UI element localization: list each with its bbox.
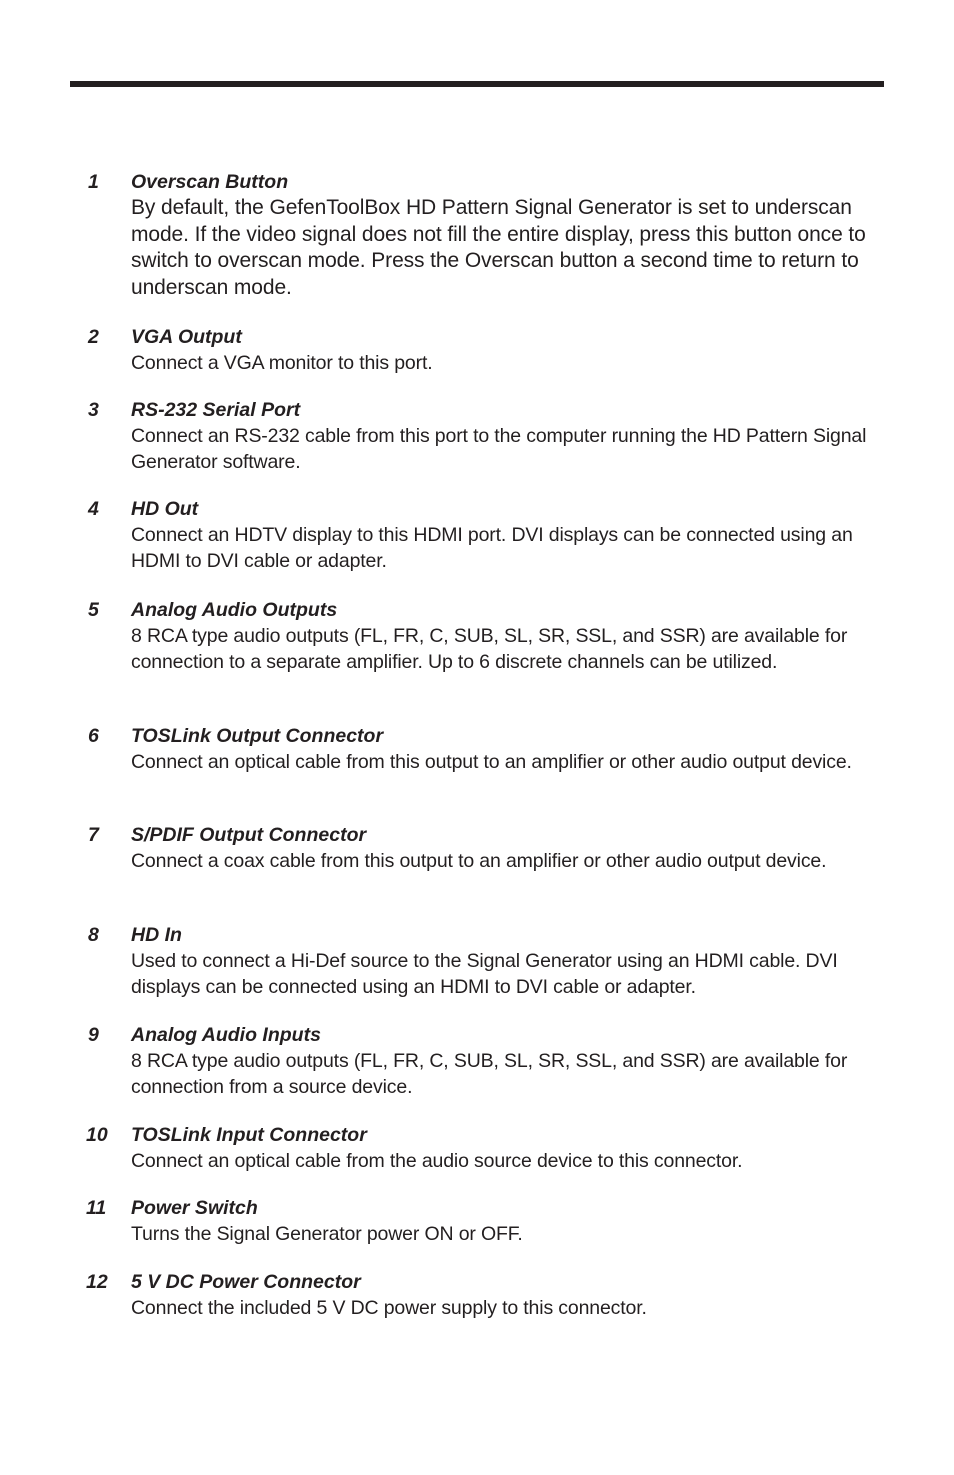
item-title: TOSLink Input Connector: [131, 1124, 367, 1146]
item-description: Connect an optical cable from this output to an amplifier or other audio output device.: [131, 751, 852, 773]
item-title: S/PDIF Output Connector: [131, 824, 367, 846]
item-description: 8 RCA type audio outputs (FL, FR, C, SUB, SL, SR, SSL, and SSR) are available for connection from a source device.: [131, 1050, 848, 1099]
item-number: 3: [88, 399, 99, 421]
item-description: By default, the GefenToolBox HD Pattern Signal Generator is set to underscan mode. If the video signal does not fill the entire display, press this button once to switch to overscan mode. Press the Overscan button a second time to return to underscan mode.: [131, 196, 866, 299]
item-number: 7: [88, 824, 99, 846]
item-description: Connect a coax cable from this output to an amplifier or other audio output device.: [131, 850, 827, 872]
item-description: Connect the included 5 V DC power supply to this connector.: [131, 1297, 647, 1319]
item-number: 4: [88, 498, 99, 520]
item-number: 2: [88, 326, 99, 348]
item-number: 12: [86, 1271, 108, 1293]
item-title: RS-232 Serial Port: [131, 399, 301, 421]
item-number: 9: [88, 1024, 99, 1046]
item-number: 1: [88, 171, 99, 193]
item-number: 8: [88, 924, 99, 946]
item-description: Used to connect a Hi-Def source to the Signal Generator using an HDMI cable. DVI displays can be connected using an HDMI to DVI cable or adapter.: [131, 950, 838, 999]
item-number: 10: [86, 1124, 108, 1146]
item-number: 6: [88, 725, 99, 747]
item-description: Connect a VGA monitor to this port.: [131, 352, 433, 374]
item-title: 5 V DC Power Connector: [131, 1271, 361, 1293]
item-title: Analog Audio Outputs: [131, 599, 338, 621]
header-rule: [70, 81, 884, 87]
item-title: Analog Audio Inputs: [131, 1024, 321, 1046]
item-title: Power Switch: [131, 1197, 258, 1219]
item-description: Connect an RS-232 cable from this port to the computer running the HD Pattern Signal Generator software.: [131, 425, 867, 474]
item-description: Connect an HDTV display to this HDMI port. DVI displays can be connected using an HDMI to DVI cable or adapter.: [131, 524, 853, 573]
item-title: TOSLink Output Connector: [131, 725, 384, 747]
item-title: HD In: [131, 924, 182, 946]
item-title: Overscan Button: [131, 171, 289, 193]
item-title: VGA Output: [131, 326, 242, 348]
item-number: 11: [86, 1197, 107, 1219]
item-description: Turns the Signal Generator power ON or OFF.: [131, 1223, 523, 1245]
item-description: 8 RCA type audio outputs (FL, FR, C, SUB, SL, SR, SSL, and SSR) are available for connection to a separate amplifier. Up to 6 discrete channels can be utilized.: [131, 625, 848, 674]
item-number: 5: [88, 599, 99, 621]
item-description: Connect an optical cable from the audio source device to this connector.: [131, 1150, 743, 1172]
item-title: HD Out: [131, 498, 199, 520]
